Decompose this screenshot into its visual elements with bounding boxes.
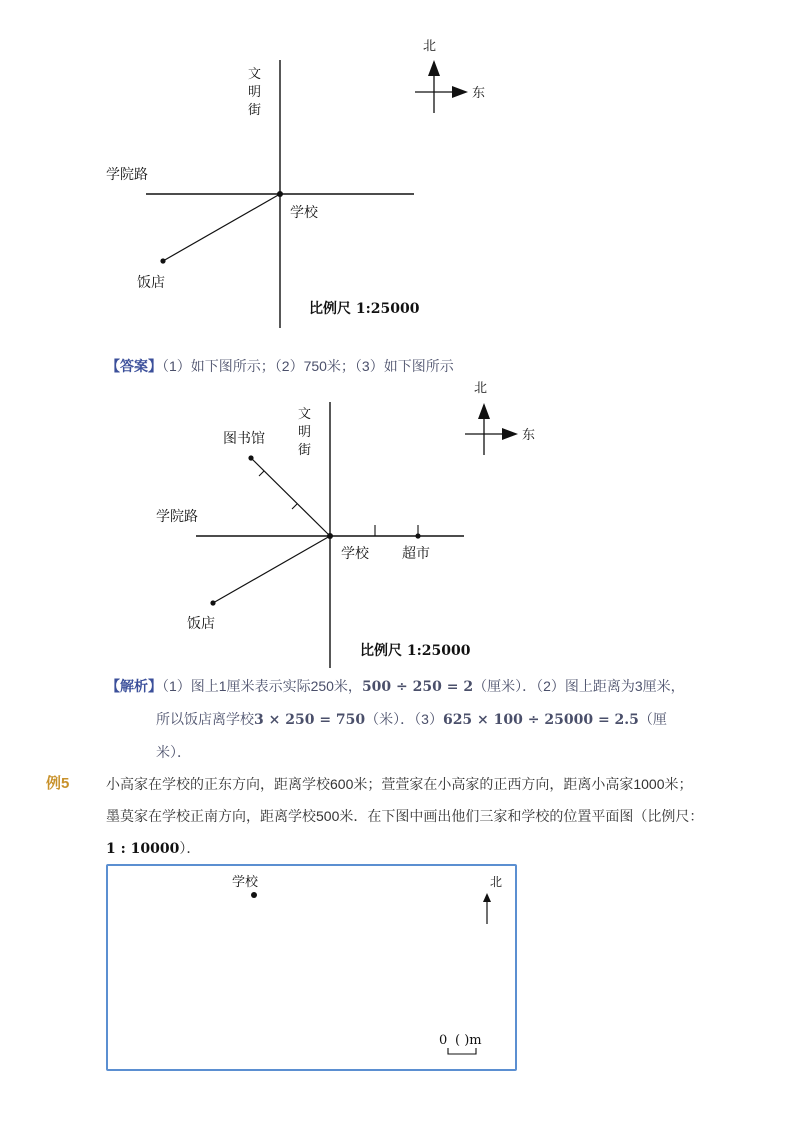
restaurant-route-line	[163, 194, 280, 261]
example-5-line-1: 小高家在学校的正东方向，距离学校600米；萱萱家在小高家的正西方向，距离小高家1000米；	[106, 776, 693, 792]
plan-drawing-canvas	[108, 866, 515, 1069]
street-char-3: 街	[248, 103, 262, 118]
figure-1-map	[0, 0, 800, 340]
school-point	[327, 533, 333, 539]
example-5-label: 例5	[46, 775, 70, 792]
answer-tag: 【答案】	[106, 358, 162, 374]
scale-bar	[448, 1048, 476, 1054]
analysis-line-2	[106, 703, 716, 736]
figure-2-map	[0, 370, 800, 670]
library-label: 图书馆	[223, 431, 265, 447]
analysis-line-3	[106, 736, 716, 768]
north-label: 北	[474, 381, 488, 396]
north-label: 北	[423, 39, 437, 54]
analysis-block	[106, 670, 716, 768]
example-5-text	[106, 768, 726, 865]
scale-zero-label: 0	[439, 1033, 448, 1048]
library-tick-2	[292, 504, 297, 509]
restaurant-label: 饭店	[187, 616, 215, 632]
road-label: 学院路	[106, 167, 148, 183]
street-char-1: 文	[248, 67, 262, 82]
restaurant-route-line	[213, 536, 330, 603]
school-label: 学校	[341, 546, 369, 562]
north-arrow-icon	[428, 60, 440, 76]
north-arrow-icon	[478, 403, 490, 419]
analysis-text-2c: （厘	[638, 711, 667, 727]
analysis-text-3: 米）．	[156, 744, 191, 760]
restaurant-point	[210, 600, 215, 605]
plan-drawing-box	[106, 864, 517, 1071]
school-label: 学校	[232, 875, 259, 890]
formula-3: 625 × 100 ÷ 25000 = 2.5	[442, 712, 639, 728]
supermarket-label: 超市	[402, 546, 430, 562]
scale-label: 比例尺 1:25000	[360, 643, 471, 659]
analysis-text-2a: 所以饭店离学校	[156, 711, 254, 727]
east-label: 东	[472, 86, 486, 101]
formula-1: 500 ÷ 250 = 2	[361, 679, 474, 695]
school-point	[277, 191, 283, 197]
east-arrow-icon	[452, 86, 468, 98]
restaurant-point	[160, 258, 165, 263]
street-char-1: 文	[298, 407, 312, 422]
library-route-line	[251, 458, 330, 536]
example-5-line-3-end: ）．	[179, 840, 201, 856]
library-point	[248, 455, 253, 460]
scale-label: 比例尺 1:25000	[309, 301, 420, 317]
restaurant-label: 饭店	[137, 275, 165, 291]
answer-text: （1）如下图所示；（2）750米；（3）如下图所示	[162, 358, 454, 374]
analysis-text-2b: （米）．（3）	[365, 711, 443, 727]
street-char-3: 街	[298, 443, 312, 458]
north-arrow-icon	[483, 893, 491, 902]
example-5-line-3	[106, 832, 726, 865]
street-char-2: 明	[248, 85, 262, 100]
road-label: 学院路	[156, 509, 198, 525]
street-char-2: 明	[298, 425, 312, 440]
east-arrow-icon	[502, 428, 518, 440]
analysis-line-1	[106, 670, 716, 703]
school-point	[251, 892, 257, 898]
analysis-text-1a: （1）图上1厘米表示实际250米，	[162, 678, 362, 694]
east-label: 东	[522, 428, 536, 443]
scale-unit-label: ( )m	[455, 1033, 482, 1048]
formula-2: 3 × 250 = 750	[254, 712, 366, 728]
north-label: 北	[490, 875, 503, 889]
library-tick-1	[259, 471, 264, 476]
analysis-tag: 【解析】	[106, 678, 162, 694]
example-5-line-2: 墨莫家在学校正南方向，距离学校500米．在下图中画出他们三家和学校的位置平面图（比例尺：	[106, 808, 704, 824]
scale-ratio: 1 : 10000	[106, 841, 180, 857]
school-label: 学校	[290, 205, 318, 221]
analysis-text-1b: （厘米）．（2）图上距离为3厘米，	[473, 678, 685, 694]
supermarket-point	[415, 533, 420, 538]
